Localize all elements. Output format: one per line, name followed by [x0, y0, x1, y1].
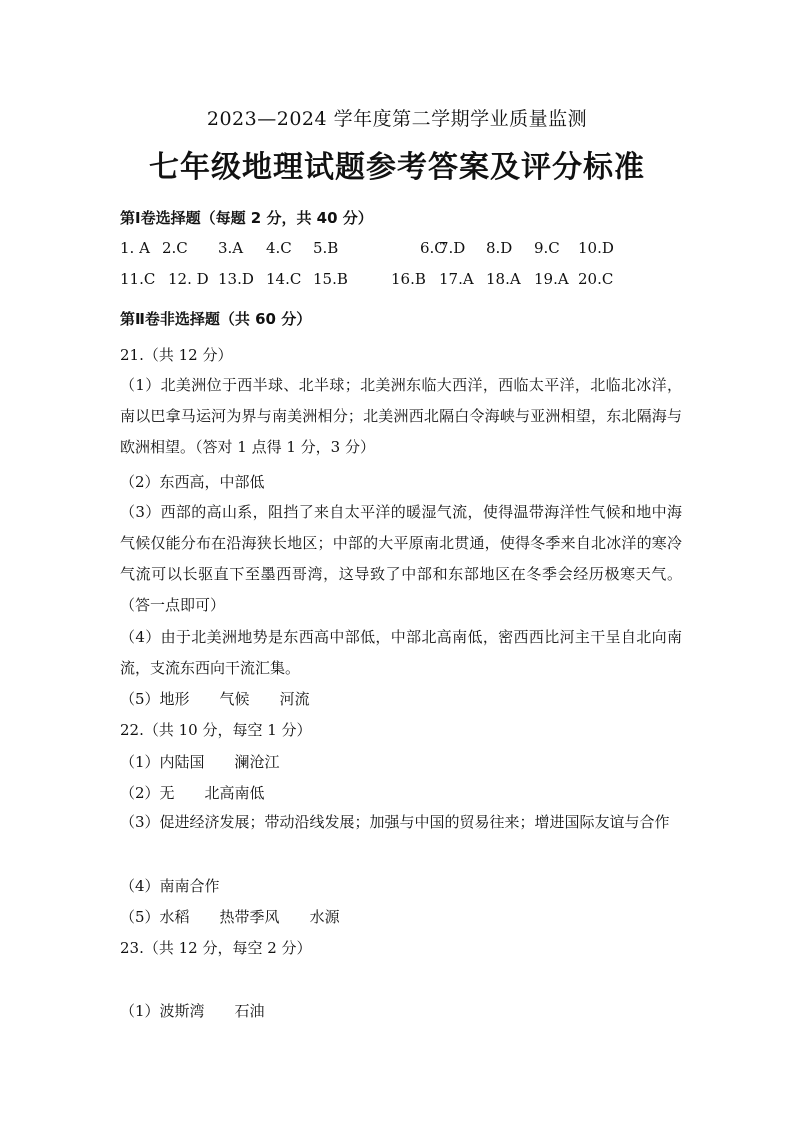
answer-blank: 河流: [279, 690, 310, 708]
answer-blank: 北高南低: [204, 784, 265, 802]
q21-answer-1: （1）北美洲位于西半球、北半球；北美洲东临大西洋，西临太平洋，北临北冰洋，南以巴拿马运河为界与南美洲相分；北美洲西北隔白令海峡与亚洲相望，东北隔海与欧洲相望。（答对 1 点得 1 分，3 分）: [120, 376, 682, 456]
answer-item: 10.D: [578, 239, 614, 257]
answer-item: 16.B: [391, 270, 426, 288]
answer-item: 15.B: [313, 270, 348, 288]
q22-answer-5: [120, 906, 340, 927]
q21-answer-2: （2）东西高，中部低: [120, 473, 265, 491]
page-title: 七年级地理试题参考答案及评分标准: [149, 150, 645, 185]
answer-item: 5.B: [313, 239, 339, 257]
q23-answer-1: [120, 1000, 265, 1021]
answer-item: 3.A: [218, 239, 244, 257]
answer-blank: 热带季风: [219, 908, 280, 926]
answer-item: 9.C: [534, 239, 560, 257]
answer-item: 11.C: [120, 270, 156, 288]
answer-item: 19.A: [534, 270, 569, 288]
q23-heading: 23.（共 12 分，每空 2 分）: [120, 939, 312, 957]
part2-heading: 第Ⅱ卷非选择题（共 60 分）: [120, 310, 312, 328]
answer-row-2: [120, 270, 720, 292]
answer-blank: 石油: [234, 1002, 265, 1020]
answer-blank: （1）波斯湾: [120, 1002, 205, 1020]
q22-answer-3: （3）促进经济发展；带动沿线发展；加强与中国的贸易往来；增进国际友谊与合作: [120, 813, 670, 831]
q21-heading: 21.（共 12 分）: [120, 346, 233, 364]
answer-item: 20.C: [578, 270, 614, 288]
q21-answer-3: （3）西部的高山系，阻挡了来自太平洋的暖湿气流，使得温带海洋性气候和地中海气候仅能分布在沿海狭长地区；中部的大平原南北贯通，使得冬季来自北冰洋的寒冷气流可以长驱直下至墨西哥湾，这导致了中部和东部地区在冬季会经历极寒天气。（答一点即可）: [120, 503, 682, 614]
answer-blank: 水源: [309, 908, 340, 926]
answer-blank: （5）水稻: [120, 908, 190, 926]
answer-item: 14.C: [266, 270, 302, 288]
q22-answer-1: [120, 751, 280, 772]
answer-item: 1. A: [120, 239, 150, 257]
answer-blank: （1）内陆国: [120, 753, 205, 771]
answer-blank: 澜沧江: [234, 753, 280, 771]
exam-subtitle: 2023—2024 学年度第二学期学业质量监测: [206, 108, 588, 130]
answer-blank: （2）无: [120, 784, 175, 802]
answer-item: 2.C: [162, 239, 188, 257]
answer-blank: （5）地形: [120, 690, 190, 708]
answer-item: 7.D: [439, 239, 466, 257]
q21-answer-4: （4）由于北美洲地势是东西高中部低，中部北高南低，密西西比河主干呈自北向南流，支流东西向干流汇集。: [120, 628, 682, 677]
q22-answer-2: [120, 782, 265, 803]
part1-heading: 第Ⅰ卷选择题（每题 2 分，共 40 分）: [120, 209, 373, 227]
q21-answer-5: [120, 688, 310, 709]
answer-row-1: [120, 239, 720, 261]
q22-heading: 22.（共 10 分，每空 1 分）: [120, 721, 312, 739]
answer-item: 8.D: [486, 239, 513, 257]
answer-blank: 气候: [219, 690, 250, 708]
answer-item: 13.D: [218, 270, 254, 288]
q22-answer-4: （4）南南合作: [120, 877, 220, 895]
answer-item: 6.C: [420, 239, 446, 257]
answer-item: 12. D: [168, 270, 209, 288]
answer-item: 4.C: [266, 239, 292, 257]
answer-item: 17.A: [439, 270, 474, 288]
answer-item: 18.A: [486, 270, 521, 288]
